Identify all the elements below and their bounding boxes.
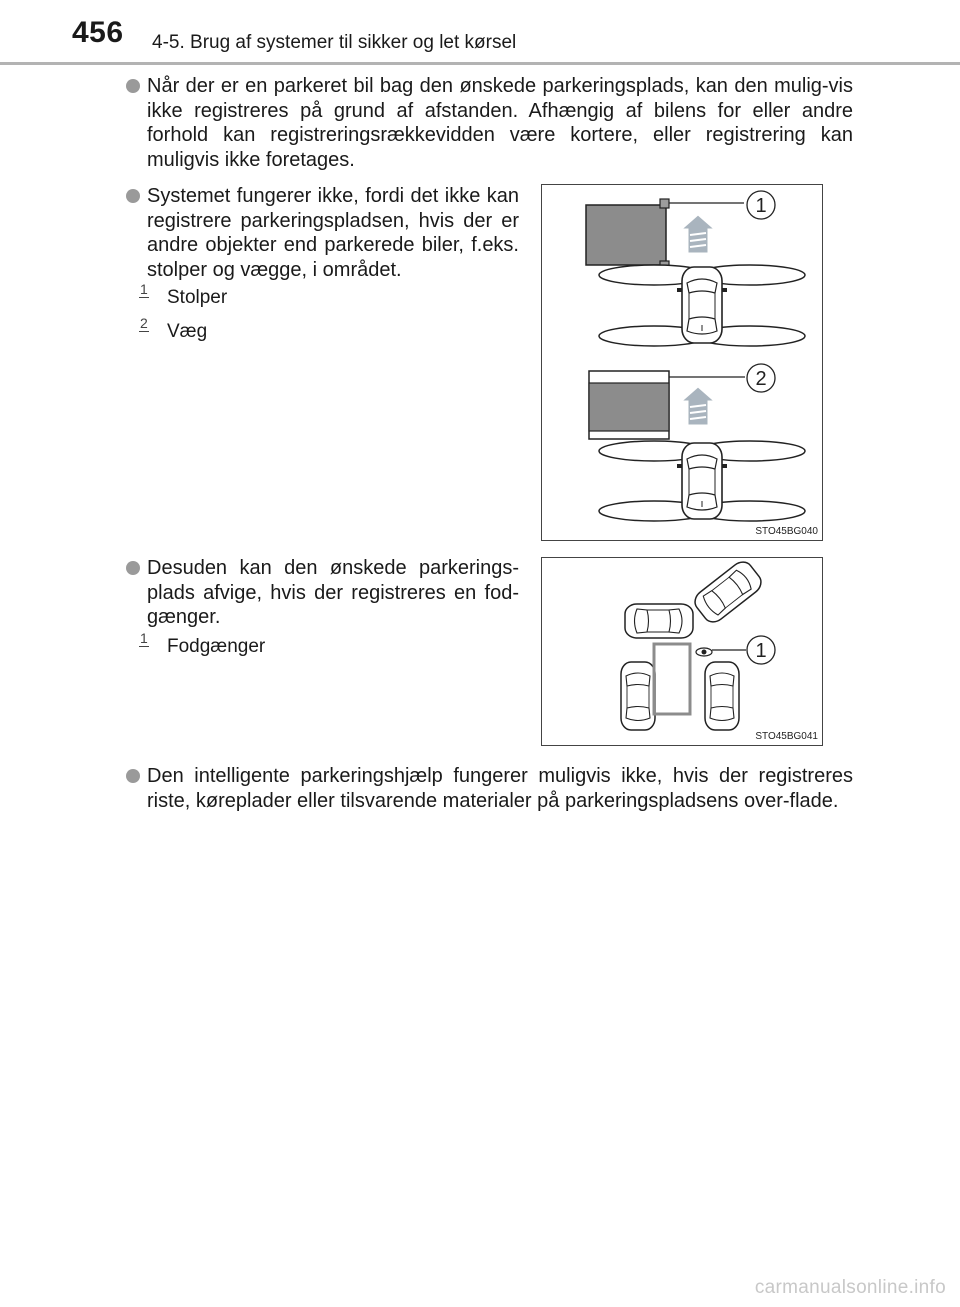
parking-space-frame	[654, 644, 690, 714]
legend-item-fodgaenger	[140, 630, 266, 658]
footer-watermark: carmanualsonline.info	[754, 1277, 946, 1298]
bullet-paragraph-3	[147, 556, 519, 630]
legend-number: 1	[140, 281, 148, 297]
page-header	[0, 0, 960, 64]
figure-code: STO45BG040	[755, 526, 818, 537]
figure-1-illustration	[542, 185, 822, 540]
legend-number: 1	[140, 630, 148, 646]
header-divider	[0, 62, 960, 65]
bullet-paragraph-1	[147, 74, 853, 172]
pole-obstacle-scene	[586, 191, 805, 346]
callout-label: 2	[755, 368, 767, 390]
bullet-text: Den intelligente parkeringshjælp fungerer muligvis ikke, hvis der registreres riste, køreplader eller tilsvarende materialer på parkeringspladsens over-flade.	[147, 765, 853, 812]
bullet-paragraph-4	[147, 764, 853, 813]
bullet-text: Desuden kan den ønskede parkerings-plads afvige, hvis der registreres en fod-gænger.	[147, 557, 519, 628]
pedestrian-icon	[696, 648, 712, 656]
figure-code: STO45BG041	[755, 731, 818, 742]
figure-obstacles-diagram	[541, 184, 823, 541]
legend-number: 2	[140, 315, 148, 331]
bullet-dot-icon	[126, 561, 140, 575]
callout-label: 1	[755, 640, 767, 662]
bullet-text: Systemet fungerer ikke, fordi det ikke kan registrere parkeringspladsen, hvis der er andre objekter end parkerede biler, f.eks. stolper og vægge, i området.	[147, 185, 519, 281]
page-number: 456	[72, 16, 124, 49]
legend-label: Stolper	[167, 287, 228, 308]
section-title: 4-5. Brug af systemer til sikker og let kørsel	[152, 32, 517, 53]
legend-item-vaeg	[140, 315, 208, 343]
figure-pedestrian-diagram	[541, 557, 823, 746]
figure-2-illustration	[542, 558, 822, 745]
bullet-text: Når der er en parkeret bil bag den ønskede parkeringsplads, kan den mulig-vis ikke registreres på grund af afstanden. Afhængig af bilens for eller andre forhold kan registreringsrækkevidden være kortere, eller registrering kan muligvis ikke foretages.	[147, 75, 853, 171]
bullet-dot-icon	[126, 189, 140, 203]
legend-label: Fodgænger	[167, 636, 266, 657]
bullet-dot-icon	[126, 79, 140, 93]
legend-item-stolper	[140, 281, 228, 309]
legend-label: Væg	[167, 321, 208, 342]
callout-label: 1	[755, 195, 767, 217]
wall-obstacle-scene	[589, 364, 805, 521]
bullet-paragraph-2	[147, 184, 519, 282]
bullet-dot-icon	[126, 769, 140, 783]
